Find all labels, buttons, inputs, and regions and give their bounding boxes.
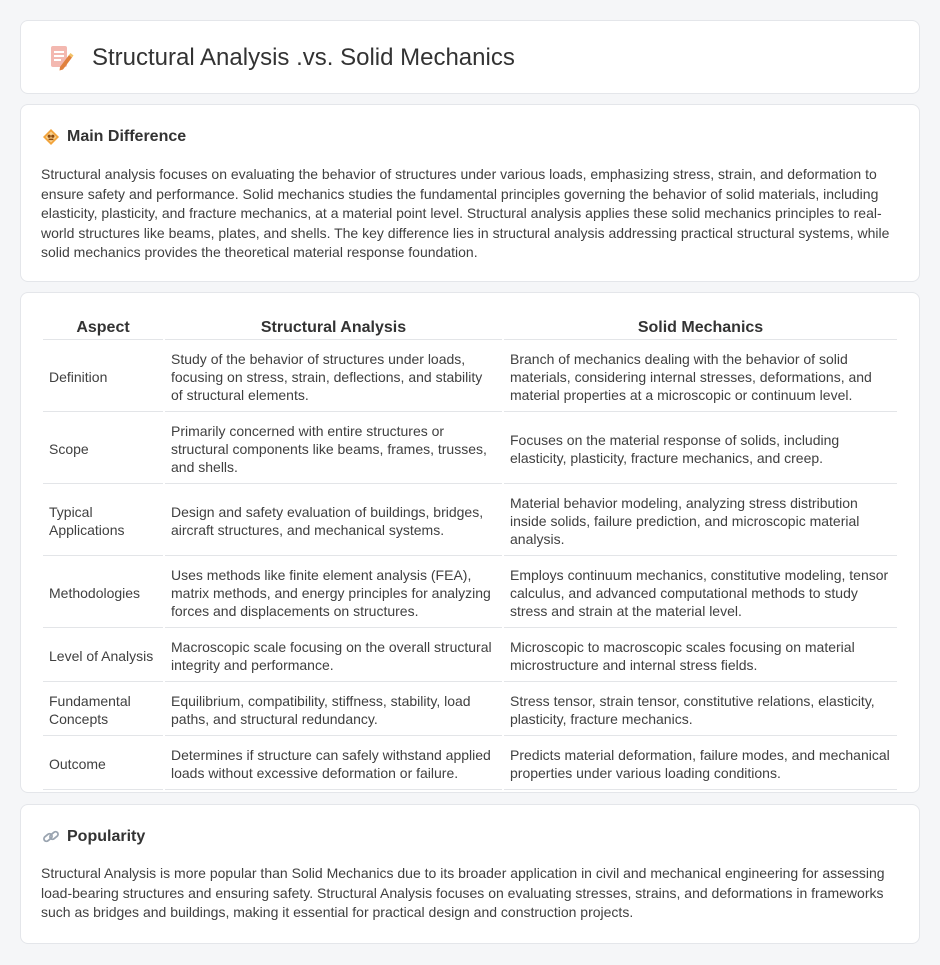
popularity-heading: Popularity [67, 828, 146, 845]
aspect-cell: Outcome [43, 738, 163, 790]
title-card [20, 20, 920, 94]
link-icon [41, 828, 61, 846]
diamond-sign-icon [41, 128, 61, 146]
solid-mechanics-cell: Focuses on the material response of solids, including elasticity, plasticity, fracture mechanics, and creep. [504, 414, 897, 484]
structural-analysis-cell: Study of the behavior of structures under loads, focusing on stress, strain, deflections, and stability of structural elements. [165, 342, 502, 412]
comparison-table [41, 315, 899, 792]
table-row [43, 558, 897, 628]
main-difference-card [20, 104, 920, 282]
header-structural-analysis: Structural Analysis [165, 317, 502, 340]
aspect-cell: Methodologies [43, 558, 163, 628]
comparison-card [20, 292, 920, 793]
main-difference-heading: Main Difference [67, 128, 187, 145]
table-row [43, 630, 897, 682]
table-row [43, 486, 897, 556]
aspect-cell: Definition [43, 342, 163, 412]
solid-mechanics-cell: Employs continuum mechanics, constitutive modeling, tensor calculus, and advanced computational methods to study stress and strain at the material level. [504, 558, 897, 628]
solid-mechanics-cell: Stress tensor, strain tensor, constitutive relations, elasticity, plasticity, fracture mechanics. [504, 684, 897, 736]
document-pencil-icon [47, 43, 75, 73]
table-row [43, 684, 897, 736]
table-row [43, 342, 897, 412]
aspect-cell: Fundamental Concepts [43, 684, 163, 736]
aspect-cell: Typical Applications [43, 486, 163, 556]
header-aspect: Aspect [43, 317, 163, 340]
aspect-cell: Scope [43, 414, 163, 484]
structural-analysis-cell: Uses methods like finite element analysis (FEA), matrix methods, and energy principles for analyzing forces and displacements on structures. [165, 558, 502, 628]
popularity-text: Structural Analysis is more popular than Solid Mechanics due to its broader application in civil and mechanical engineering for assessing load-bearing structures and ensuring safety. Structural Analysis focuses on evaluating stresses, strains, and deformations in frameworks such as bridges and buildings, making it essential for practical design and construction projects. [41, 865, 885, 920]
popularity-card [20, 804, 920, 944]
main-difference-text: Structural analysis focuses on evaluating the behavior of structures under various loads, emphasizing stress, strain, and deformation to ensure safety and performance. Solid mechanics studies the fundamental principles governing the behavior of solid materials, including elasticity, plasticity, and fracture mechanics, at a material point level. Structural analysis applies these solid mechanics principles to real-world structures like beams, plates, and shells. The key difference lies in structural analysis addressing practical structural systems, while solid mechanics provides the theoretical material response foundation. [41, 166, 890, 260]
table-row [43, 738, 897, 790]
table-row [43, 414, 897, 484]
structural-analysis-cell: Macroscopic scale focusing on the overall structural integrity and performance. [165, 630, 502, 682]
solid-mechanics-cell: Branch of mechanics dealing with the behavior of solid materials, considering internal stresses, deformations, and material properties at a microscopic or continuum level. [504, 342, 897, 412]
table-header-row [43, 317, 897, 340]
aspect-cell: Level of Analysis [43, 630, 163, 682]
structural-analysis-cell: Determines if structure can safely withstand applied loads without excessive deformation or failure. [165, 738, 502, 790]
header-solid-mechanics: Solid Mechanics [504, 317, 897, 340]
structural-analysis-cell: Primarily concerned with entire structures or structural components like beams, frames, trusses, and shells. [165, 414, 502, 484]
solid-mechanics-cell: Predicts material deformation, failure modes, and mechanical properties under various loading conditions. [504, 738, 897, 790]
solid-mechanics-cell: Material behavior modeling, analyzing stress distribution inside solids, failure prediction, and microscopic material analysis. [504, 486, 897, 556]
structural-analysis-cell: Equilibrium, compatibility, stiffness, stability, load paths, and structural redundancy. [165, 684, 502, 736]
solid-mechanics-cell: Microscopic to macroscopic scales focusing on material microstructure and internal stress fields. [504, 630, 897, 682]
structural-analysis-cell: Design and safety evaluation of buildings, bridges, aircraft structures, and mechanical systems. [165, 486, 502, 556]
page-title: Structural Analysis .vs. Solid Mechanics [92, 44, 515, 71]
